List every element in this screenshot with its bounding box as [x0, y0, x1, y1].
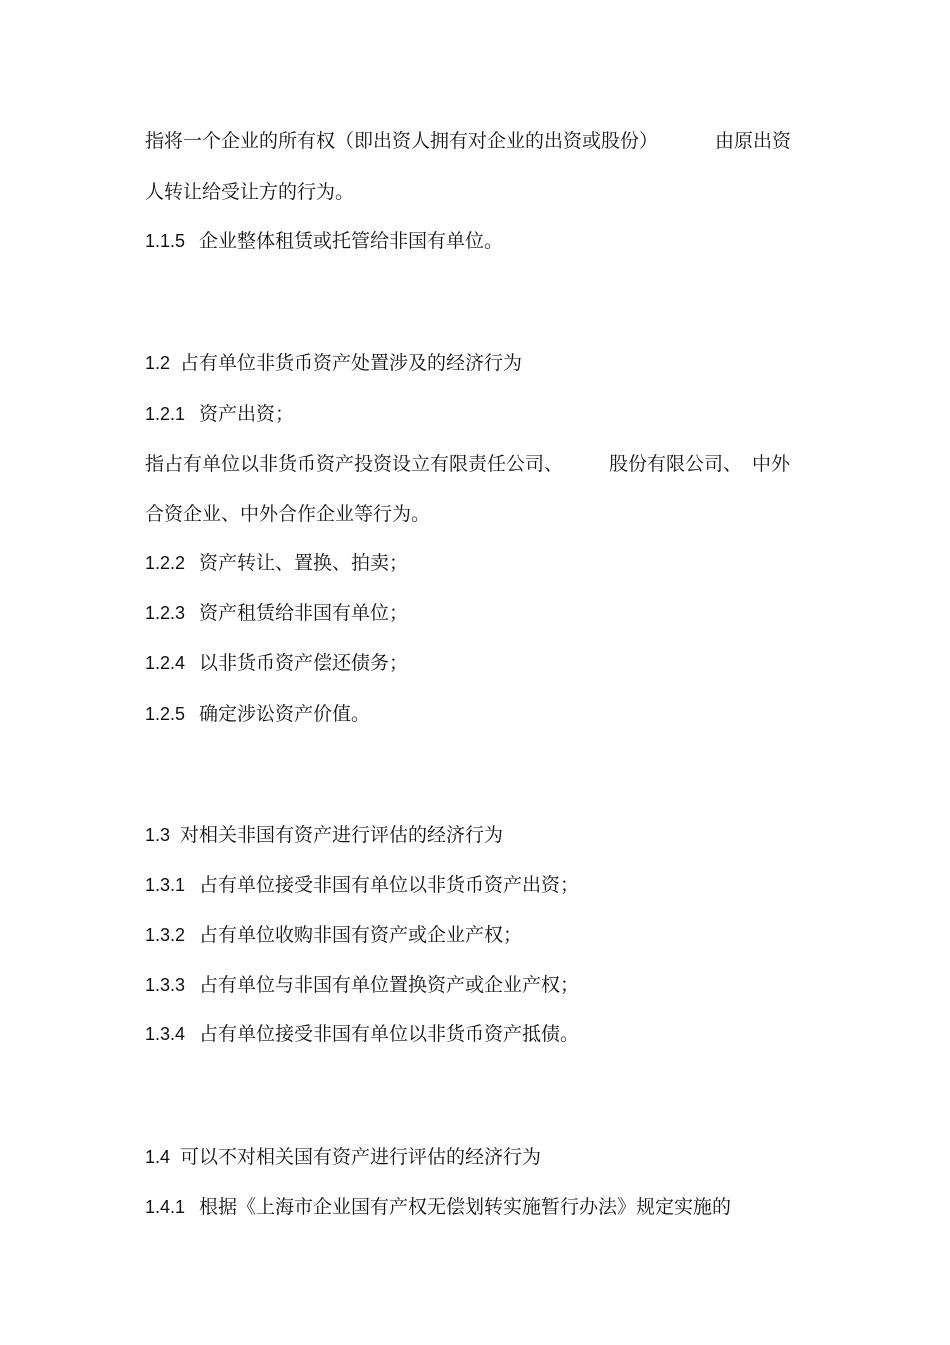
list-item-1-2-4	[145, 651, 408, 675]
list-item-1-1-5	[145, 229, 503, 253]
text-segment: 股份有限公司、	[609, 453, 743, 475]
item-number: 1.2.4	[145, 653, 186, 673]
section-number: 1.3	[145, 825, 171, 845]
list-item-1-2-2	[145, 551, 408, 575]
text-segment: 由原出资	[715, 130, 792, 152]
item-number: 1.3.3	[145, 975, 186, 995]
item-number: 1.1.5	[145, 231, 186, 251]
paragraph-line-2	[145, 180, 354, 204]
text-segment: 人转让给受让方的行为。	[145, 181, 355, 203]
section-heading-1-2	[145, 351, 522, 375]
item-number: 1.2.3	[145, 603, 186, 623]
item-text: 以非货币资产偿还债务；	[199, 652, 409, 674]
item-text: 根据《上海市企业国有产权无偿划转实施暂行办法》规定实施的	[199, 1196, 732, 1218]
item-number: 1.2.1	[145, 404, 186, 424]
text-segment: 指占有单位以非货币资产投资设立有限责任公司、	[145, 453, 564, 475]
item-text: 占有单位收购非国有资产或企业产权；	[199, 924, 523, 946]
item-text: 确定涉讼资产价值。	[199, 703, 371, 725]
section-title: 对相关非国有资产进行评估的经济行为	[180, 824, 504, 846]
section-number: 1.4	[145, 1147, 171, 1167]
section-title: 占有单位非货币资产处置涉及的经济行为	[180, 352, 523, 374]
item-number: 1.4.1	[145, 1197, 186, 1217]
section-heading-1-3	[145, 823, 503, 847]
paragraph-line-3	[145, 452, 790, 476]
list-item-1-2-5	[145, 702, 370, 726]
section-title: 可以不对相关国有资产进行评估的经济行为	[180, 1146, 542, 1168]
paragraph-line-4	[145, 502, 430, 526]
section-heading-1-4	[145, 1145, 541, 1169]
item-text: 占有单位接受非国有单位以非货币资产出资；	[199, 874, 580, 896]
section-number: 1.2	[145, 353, 171, 373]
text-segment: 中外	[752, 453, 791, 475]
text-segment: 合资企业、中外合作企业等行为。	[145, 503, 431, 525]
item-number: 1.3.1	[145, 875, 186, 895]
list-item-1-2-1	[145, 402, 294, 426]
item-text: 企业整体租赁或托管给非国有单位。	[199, 230, 504, 252]
item-text: 占有单位与非国有单位置换资产或企业产权；	[199, 974, 580, 996]
list-item-1-3-2	[145, 923, 522, 947]
list-item-1-4-1	[145, 1195, 731, 1219]
item-text: 占有单位接受非国有单位以非货币资产抵债。	[199, 1023, 580, 1045]
item-number: 1.2.5	[145, 704, 186, 724]
item-number: 1.3.2	[145, 925, 186, 945]
list-item-1-3-3	[145, 973, 579, 997]
list-item-1-3-1	[145, 873, 579, 897]
list-item-1-2-3	[145, 601, 408, 625]
item-number: 1.2.2	[145, 553, 186, 573]
text-segment: 指将一个企业的所有权（即出资人拥有对企业的出资或股份）	[145, 130, 659, 152]
item-text: 资产出资；	[199, 403, 295, 425]
paragraph-line-1	[145, 129, 791, 153]
item-text: 资产转让、置换、拍卖；	[199, 552, 409, 574]
item-text: 资产租赁给非国有单位；	[199, 602, 409, 624]
item-number: 1.3.4	[145, 1024, 186, 1044]
list-item-1-3-4	[145, 1022, 579, 1046]
